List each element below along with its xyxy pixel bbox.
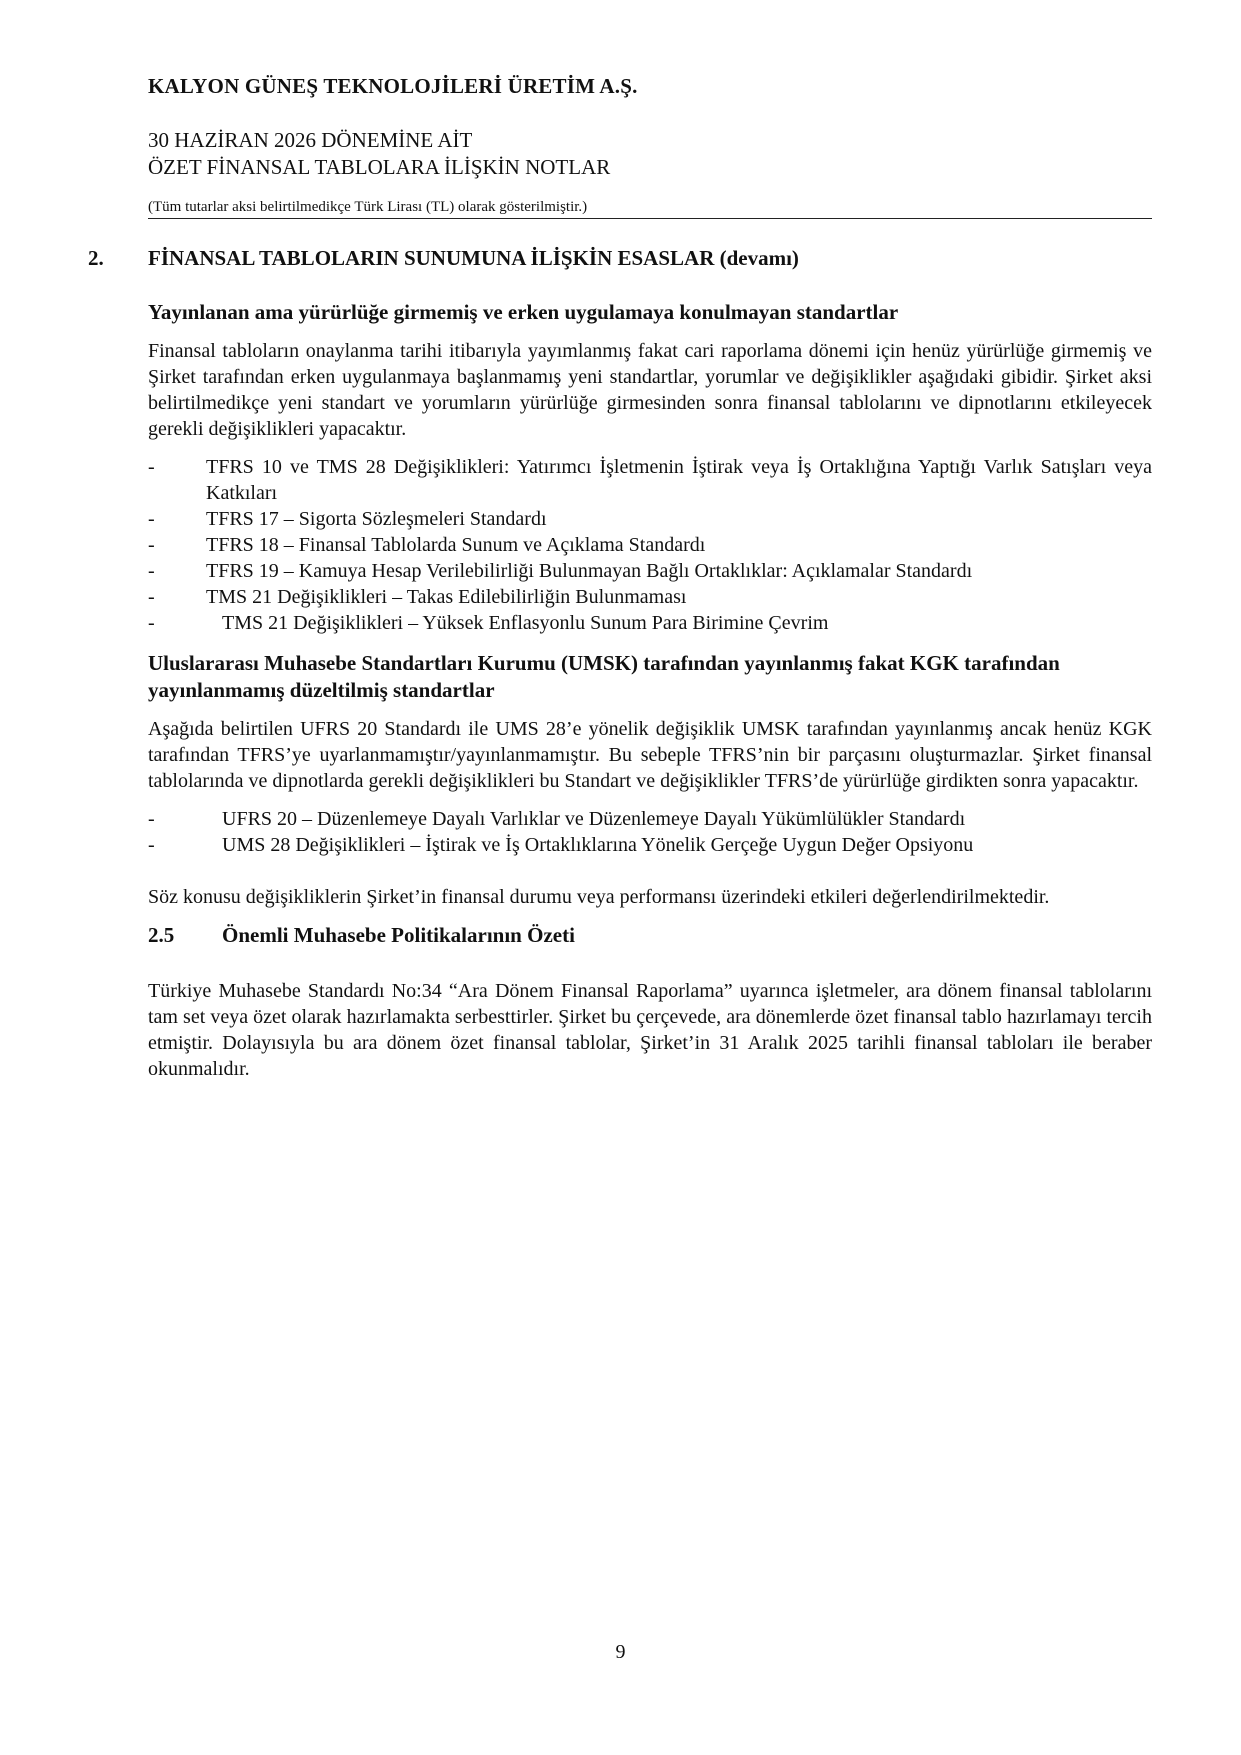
list-item — [148, 610, 1152, 636]
list-item — [148, 532, 1152, 558]
list-item-text: TFRS 18 – Finansal Tablolarda Sunum ve Açıklama Standardı — [206, 534, 706, 556]
dash-bullet: - — [148, 808, 155, 830]
list-item-text: UMS 28 Değişiklikleri – İştirak ve İş Ortaklıklarına Yönelik Gerçeğe Uygun Değer Opsiyonu — [222, 834, 974, 856]
subsection-number: 2.5 — [148, 923, 175, 947]
list-item — [148, 454, 1152, 506]
subsection-heading — [148, 922, 1152, 948]
currency-note: (Tüm tutarlar aksi belirtilmedikçe Türk Lirası (TL) olarak gösterilmiştir.) — [148, 199, 588, 215]
company-name: KALYON GÜNEŞ TEKNOLOJİLERİ ÜRETİM A.Ş. — [148, 74, 638, 98]
paragraph: Söz konusu değişikliklerin Şirket’in finansal durumu veya performansı üzerindeki etkileri değerlendirilmektedir. — [148, 886, 1050, 908]
paragraph: Türkiye Muhasebe Standardı No:34 “Ara Dönem Finansal Raporlama” uyarınca işletmeler, ara dönem finansal tablolarını tam set veya özet olarak hazırlamakta serbesttirler. Şirket bu çerçevede, ara dönemlerde özet finansal tablo hazırlamayı tercih etmiştir. Dolayısıyla bu ara dönem özet finansal tablolar, Şirket’in 31 Aralık 2025 tarihli finansal tabloları ile beraber okunmalıdır. — [148, 980, 1152, 1080]
subsection-title: Önemli Muhasebe Politikalarının Özeti — [222, 923, 575, 947]
standards-list — [148, 454, 1152, 636]
ifrs-list — [148, 806, 1152, 858]
list-item-text: TMS 21 Değişiklikleri – Takas Edilebilirliğin Bulunmaması — [206, 586, 687, 608]
dash-bullet: - — [148, 834, 155, 856]
list-item — [148, 584, 1152, 610]
dash-bullet: - — [148, 456, 155, 478]
section-title: FİNANSAL TABLOLARIN SUNUMUNA İLİŞKİN ESASLAR (devamı) — [148, 246, 799, 270]
report-title-line: ÖZET FİNANSAL TABLOLARA İLİŞKİN NOTLAR — [148, 155, 611, 179]
dash-bullet: - — [148, 508, 155, 530]
list-item-text: TMS 21 Değişiklikleri – Yüksek Enflasyonlu Sunum Para Birimine Çevrim — [222, 612, 829, 634]
list-item-text: TFRS 10 ve TMS 28 Değişiklikleri: Yatırımcı İşletmenin İştirak veya İş Ortaklığına Yaptığı Varlık Satışları veya Katkıları — [206, 456, 1152, 504]
section-number: 2. — [88, 246, 104, 270]
section-heading — [88, 245, 799, 271]
list-item — [148, 558, 1152, 584]
list-item-text: TFRS 19 – Kamuya Hesap Verilebilirliği Bulunmayan Bağlı Ortaklıklar: Açıklamalar Standardı — [206, 560, 973, 582]
list-item — [148, 806, 1152, 832]
main-content — [88, 245, 1152, 1082]
subsection-heading: Yayınlanan ama yürürlüğe girmemiş ve erken uygulamaya konulmayan standartlar — [148, 300, 899, 324]
report-period-line: 30 HAZİRAN 2026 DÖNEMİNE AİT — [148, 128, 473, 152]
page-number: 9 — [615, 1641, 626, 1663]
subsection-heading: Uluslararası Muhasebe Standartları Kurumu (UMSK) tarafından yayınlanmış fakat KGK tarafından yayınlanmamış düzeltilmiş standartlar — [148, 651, 1060, 702]
list-item — [148, 832, 1152, 858]
dash-bullet: - — [148, 612, 155, 634]
paragraph: Finansal tabloların onaylanma tarihi itibarıyla yayımlanmış fakat cari raporlama dönemi için henüz yürürlüğe girmemiş ve Şirket tarafından erken uygulanmaya başlanmamış yeni standartlar, yorumlar ve değişiklikler aşağıdaki gibidir. Şirket aksi belirtilmedikçe yeni standart ve yorumların yürürlüğe girmesinden sonra finansal tablolarını ve dipnotlarını etkileyecek gerekli değişiklikleri yapacaktır. — [148, 340, 1152, 440]
section-heading-row — [88, 245, 1152, 285]
dash-bullet: - — [148, 534, 155, 556]
dash-bullet: - — [148, 560, 155, 582]
header-divider — [148, 218, 1152, 219]
paragraph: Aşağıda belirtilen UFRS 20 Standardı ile UMS 28’e yönelik değişiklik UMSK tarafından yayınlanmış ancak henüz KGK tarafından TFRS’ye uyarlanmamıştır/yayınlanmamıştır. Bu sebeple TFRS’nin bir parçasını oluşturmazlar. Şirket finansal tablolarında ve dipnotlarda gerekli değişiklikleri bu Standart ve değişiklikler TFRS’de yürürlüğe girdikten sonra yapacaktır. — [148, 718, 1152, 792]
list-item-text: UFRS 20 – Düzenlemeye Dayalı Varlıklar ve Düzenlemeye Dayalı Yükümlülükler Standardı — [222, 808, 966, 830]
dash-bullet: - — [148, 586, 155, 608]
list-item — [148, 506, 1152, 532]
list-item-text: TFRS 17 – Sigorta Sözleşmeleri Standardı — [206, 508, 547, 530]
